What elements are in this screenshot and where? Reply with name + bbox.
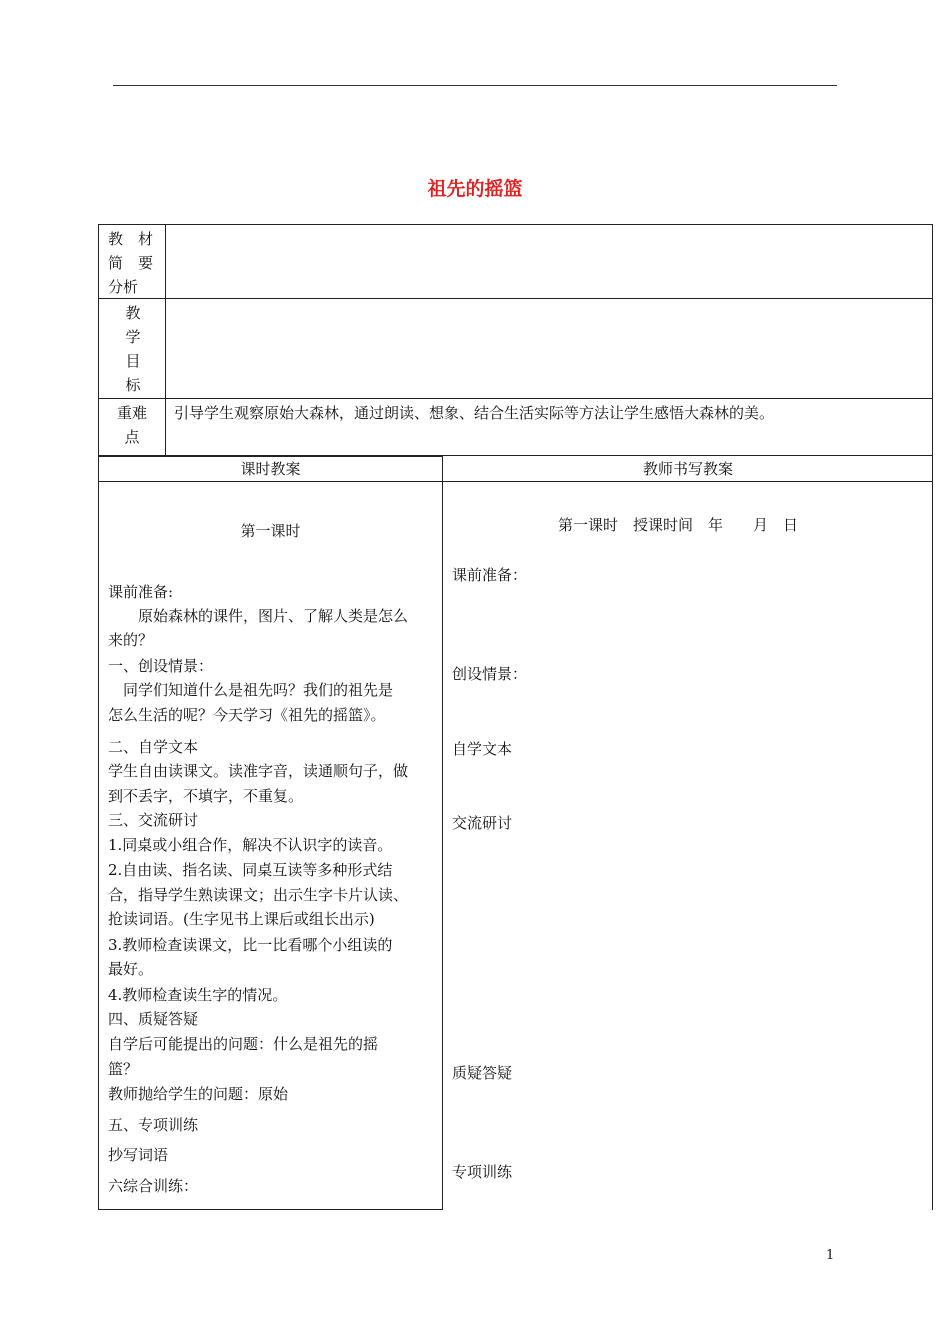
plan-line: 合，指导学生熟读课文；出示生字卡片认读、 [108, 886, 409, 904]
page-title: 祖先的摇篮 [427, 178, 523, 200]
plan-line: 来的？ [108, 631, 154, 649]
plan-item: 创设情景： [452, 665, 528, 683]
plan-line: 抄写词语 [108, 1146, 169, 1164]
label-char: 学 [125, 328, 141, 346]
label-line: 重难 [116, 404, 147, 422]
plan-line: 到不丢字，不填字，不重复。 [108, 787, 304, 805]
plan-line: 六综合训练： [108, 1177, 199, 1195]
key-difficulty-content: 引导学生观察原始大森林，通过朗读、想象、结合生活实际等方法让学生感悟大森林的美。 [174, 404, 775, 422]
plan-item: 自学文本 [452, 740, 513, 758]
left-lesson-title: 第一课时 [240, 522, 301, 540]
plan-line: 最好。 [108, 960, 154, 978]
row-divider [98, 298, 933, 299]
header-divider [98, 481, 933, 482]
label-line: 点 [124, 428, 140, 446]
plan-item: 课前准备： [452, 566, 528, 584]
plan-line: 同学们知道什么是祖先吗？我们的祖先是 [108, 681, 394, 699]
plan-line: 怎么生活的呢？今天学习《祖先的摇篮》。 [108, 706, 386, 724]
plan-line: 3.教师检查读课文，比一比看哪个小组读的 [108, 936, 393, 954]
right-border [932, 456, 933, 1210]
info-divider [165, 224, 166, 456]
lesson-plan-header: 课时教案 [240, 460, 301, 478]
plan-line: 学生自由读课文。读准字音，读通顺句子，做 [108, 762, 409, 780]
plan-line: 2.自由读、指名读、同桌互读等多种形式结 [108, 861, 393, 879]
right-lesson-line: 第一课时 授课时间 年 月 日 [558, 516, 799, 534]
plan-line: 课前准备: [108, 583, 174, 601]
label-char: 教 [125, 304, 141, 322]
plan-line: 篮？ [108, 1060, 139, 1078]
plan-line: 抢读词语。(生字见书上课后或组长出示) [108, 910, 375, 928]
plan-line: 二、自学文本 [108, 738, 199, 756]
plan-line: 五、专项训练 [108, 1116, 199, 1134]
plan-item: 专项训练 [452, 1163, 513, 1181]
plan-line: 三、交流研讨 [108, 811, 199, 829]
plan-line: 1.同桌或小组合作，解决不认识字的读音。 [108, 836, 393, 854]
label-char: 标 [125, 376, 141, 394]
plan-line: 一、创设情景： [108, 657, 214, 675]
plan-line: 四、质疑答疑 [108, 1010, 199, 1028]
label-line: 简 要 [108, 254, 154, 272]
teacher-plan-header: 教师书写教案 [642, 460, 733, 478]
plan-line: 4.教师检查读生字的情况。 [108, 986, 288, 1004]
plan-line: 自学后可能提出的问题：什么是祖先的摇 [108, 1035, 379, 1053]
page-number: 1 [826, 1248, 835, 1263]
row-divider [98, 398, 933, 399]
plan-item: 质疑答疑 [452, 1064, 513, 1082]
column-divider [442, 456, 443, 1210]
plan-item: 交流研讨 [452, 814, 513, 832]
plan-line: 原始森林的课件，图片、了解人类是怎么 [108, 607, 409, 625]
label-char: 目 [125, 352, 141, 370]
teaching-goal-label [115, 301, 151, 397]
label-line: 教 材 [108, 230, 154, 248]
key-difficulty-label [106, 401, 158, 449]
plan-line: 教师抛给学生的问题：原始 [108, 1085, 289, 1103]
label-line: 分析 [108, 278, 139, 296]
header-rule [113, 85, 837, 86]
